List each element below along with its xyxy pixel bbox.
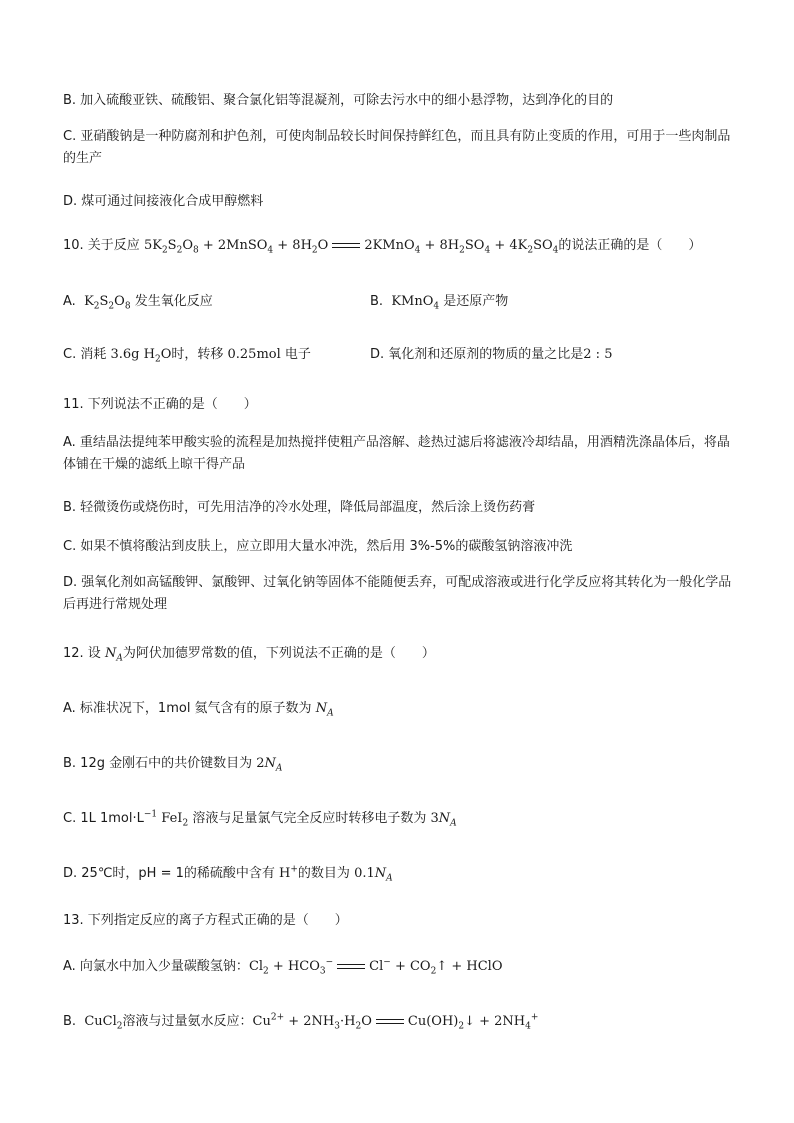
q12-stem: 12. 设 $N_A$为阿伏加德罗常数的值，下列说法不正确的是（ ） <box>63 646 435 664</box>
q12-option-c: C. 1L $1mol\cdot L^{-1}$ FeI$_2$ 溶液与足量氯气完全反应时转移电子数为 $3N_A$ <box>63 809 457 829</box>
q13-stem: 13. 下列指定反应的离子方程式正确的是（ ） <box>63 913 348 928</box>
q9-option-d: D. 煤可通过间接液化合成甲醇燃料 <box>63 194 264 209</box>
q11-stem: 11. 下列说法不正确的是（ ） <box>63 397 257 412</box>
q13-option-b: B. CuCl$_2$溶液与过量氨水反应：$Cu^{2+} + 2NH_3\cdot H_2O$ $Cu(OH)_2↓ + 2NH_4^+$ <box>63 1012 539 1032</box>
q10-option-c: C. 消耗 3.6g $H_2O$时，转移 0.25mol 电子 <box>63 347 311 365</box>
q10-option-b: B. KMnO$_4$ 是还原产物 <box>370 294 509 312</box>
q13-option-a: A. 向氯水中加入少量碳酸氢钠：$Cl_2 + HCO_3^-$ $Cl^- + CO_2↑$ + HClO <box>63 957 503 977</box>
q9-option-c: C. 亚硝酸钠是一种防腐剂和护色剂，可使肉制品较长时间保持鲜红色，而且具有防止变质的作用，可用于一些肉制品的生产 <box>63 129 731 166</box>
q12-option-a: A. 标准状况下，1mol 氦气含有的原子数为 $N_A$ <box>63 701 334 719</box>
q10-stem: 10. 关于反应 $5K_2S_2O_8$ + 2MnSO$_4$ + $8H_2O$ 2KMnO$_4$ + $8H_2SO_4 + 4K_2SO_4$的说法正确的是（ ） <box>63 238 702 256</box>
q11-option-d: D. 强氧化剂如高锰酸钾、氯酸钾、过氧化钠等固体不能随便丢弃，可配成溶液或进行化学反应将其转化为一般化学品后再进行常规处理 <box>63 575 732 612</box>
q11-option-b: B. 轻微烫伤或烧伤时，可先用洁净的冷水处理，降低局部温度，然后涂上烫伤药膏 <box>63 500 536 515</box>
q10-option-d: D. 氧化剂和还原剂的物质的量之比是2 : 5 <box>370 347 613 362</box>
q11-option-a: A. 重结晶法提纯苯甲酸实验的流程是加热搅拌使粗产品溶解、趁热过滤后将滤液冷却结晶，用酒精洗涤晶体后，将晶体铺在干燥的滤纸上晾干得产品 <box>63 435 730 472</box>
q10-option-a: A. $K_2S_2O_8$ 发生氧化反应 <box>63 294 213 312</box>
q9-option-b: B. 加入硫酸亚铁、硫酸铝、聚合氯化铝等混凝剂，可除去污水中的细小悬浮物，达到净化的目的 <box>63 93 614 108</box>
q10-options-cd <box>63 346 613 365</box>
q12-option-d: D. 25℃时，pH = 1的稀硫酸中含有 H+的数目为 $0.1N_A$ <box>63 864 393 884</box>
q12-option-b: B. 12g 金刚石中的共价键数目为 $2N_A$ <box>63 756 283 774</box>
q11-option-c: C. 如果不慎将酸沾到皮肤上，应立即用大量水冲洗，然后用 3%-5%的碳酸氢钠溶液冲洗 <box>63 539 573 554</box>
q10-options-ab <box>63 293 509 312</box>
